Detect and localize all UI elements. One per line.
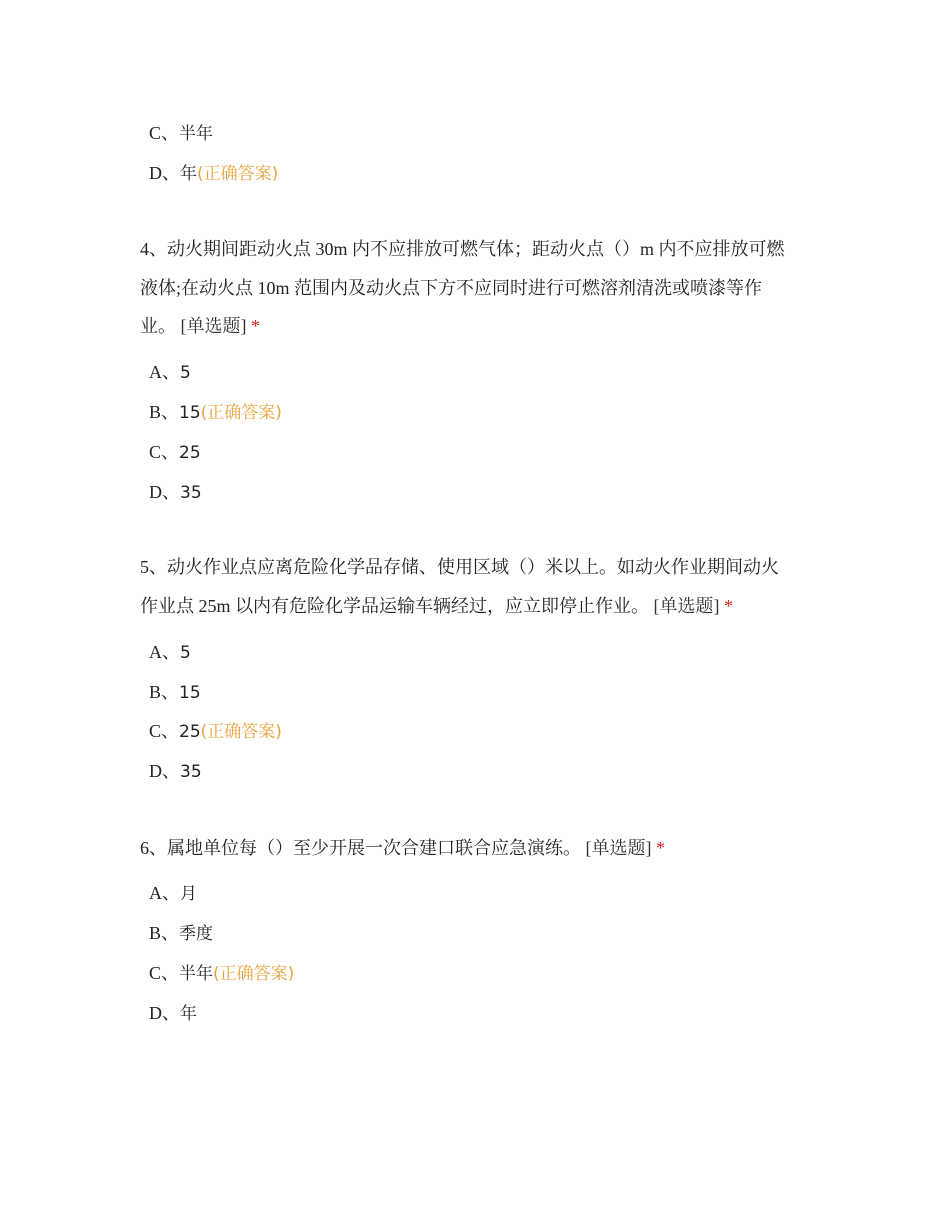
option-letter: C、 bbox=[149, 963, 180, 983]
option-letter: A、 bbox=[149, 642, 180, 662]
option-letter: C、 bbox=[149, 442, 180, 462]
option-text: 年 bbox=[180, 164, 197, 184]
option-text: 25 bbox=[179, 722, 201, 742]
option-letter: A、 bbox=[149, 362, 180, 382]
option-letter: D、 bbox=[149, 761, 180, 781]
question-text-line bbox=[140, 314, 260, 338]
correct-answer-label: (正确答案) bbox=[213, 964, 295, 984]
option-d bbox=[149, 1001, 197, 1026]
question-text: 4、动火期间距动火点 30m 内不应排放可燃气体；距动火点（）m 内不应排放可燃 bbox=[140, 239, 785, 259]
option-text: 月 bbox=[180, 884, 197, 904]
option-c bbox=[149, 440, 201, 465]
option-b bbox=[149, 921, 213, 946]
option-b bbox=[149, 680, 201, 705]
option-text: 5 bbox=[180, 643, 191, 663]
option-a bbox=[149, 640, 191, 665]
question-type-tag: [单选题] bbox=[585, 838, 652, 858]
question-text: 液体;在动火点 10m 范围内及动火点下方不应同时进行可燃溶剂清洗或喷漆等作 bbox=[140, 278, 762, 298]
option-c bbox=[149, 961, 294, 986]
question-text-line bbox=[140, 237, 785, 261]
option-text: 季度 bbox=[179, 924, 214, 944]
question-text-line bbox=[140, 276, 762, 300]
option-a bbox=[149, 881, 197, 906]
option-b bbox=[149, 400, 282, 425]
option-text: 年 bbox=[180, 1004, 197, 1024]
question-text: 作业点 25m 以内有危险化学品运输车辆经过，应立即停止作业。 bbox=[140, 596, 649, 616]
option-c bbox=[149, 719, 282, 744]
option-letter: D、 bbox=[149, 1003, 180, 1023]
option-c bbox=[149, 121, 213, 146]
question-type-tag: [单选题] bbox=[653, 596, 720, 616]
required-mark: * bbox=[656, 838, 665, 858]
question-text-line bbox=[140, 555, 779, 579]
option-text: 35 bbox=[180, 483, 202, 503]
option-text: 5 bbox=[180, 363, 191, 383]
option-text: 半年 bbox=[179, 964, 214, 984]
option-letter: B、 bbox=[149, 402, 180, 422]
question-text-line bbox=[140, 594, 733, 618]
option-d bbox=[149, 480, 202, 505]
option-d bbox=[149, 759, 202, 784]
option-a bbox=[149, 360, 191, 385]
option-text: 35 bbox=[180, 762, 202, 782]
required-mark: * bbox=[724, 596, 733, 616]
option-letter: B、 bbox=[149, 682, 180, 702]
required-mark: * bbox=[251, 316, 260, 336]
question-text: 6、属地单位每（）至少开展一次合建口联合应急演练。 bbox=[140, 838, 581, 858]
option-text: 半年 bbox=[179, 124, 214, 144]
option-d bbox=[149, 161, 278, 186]
option-letter: C、 bbox=[149, 721, 180, 741]
question-text: 5、动火作业点应离危险化学品存储、使用区域（）米以上。如动火作业期间动火 bbox=[140, 557, 779, 577]
question-type-tag: [单选题] bbox=[180, 316, 247, 336]
correct-answer-label: (正确答案) bbox=[200, 722, 282, 742]
question-text-line bbox=[140, 836, 665, 860]
option-text: 25 bbox=[179, 443, 201, 463]
option-letter: C、 bbox=[149, 123, 180, 143]
option-letter: B、 bbox=[149, 923, 180, 943]
correct-answer-label: (正确答案) bbox=[200, 403, 282, 423]
option-text: 15 bbox=[179, 403, 201, 423]
correct-answer-label: (正确答案) bbox=[197, 164, 279, 184]
option-letter: A、 bbox=[149, 883, 180, 903]
question-text: 业。 bbox=[140, 316, 176, 336]
option-letter: D、 bbox=[149, 482, 180, 502]
option-text: 15 bbox=[179, 683, 201, 703]
option-letter: D、 bbox=[149, 163, 180, 183]
